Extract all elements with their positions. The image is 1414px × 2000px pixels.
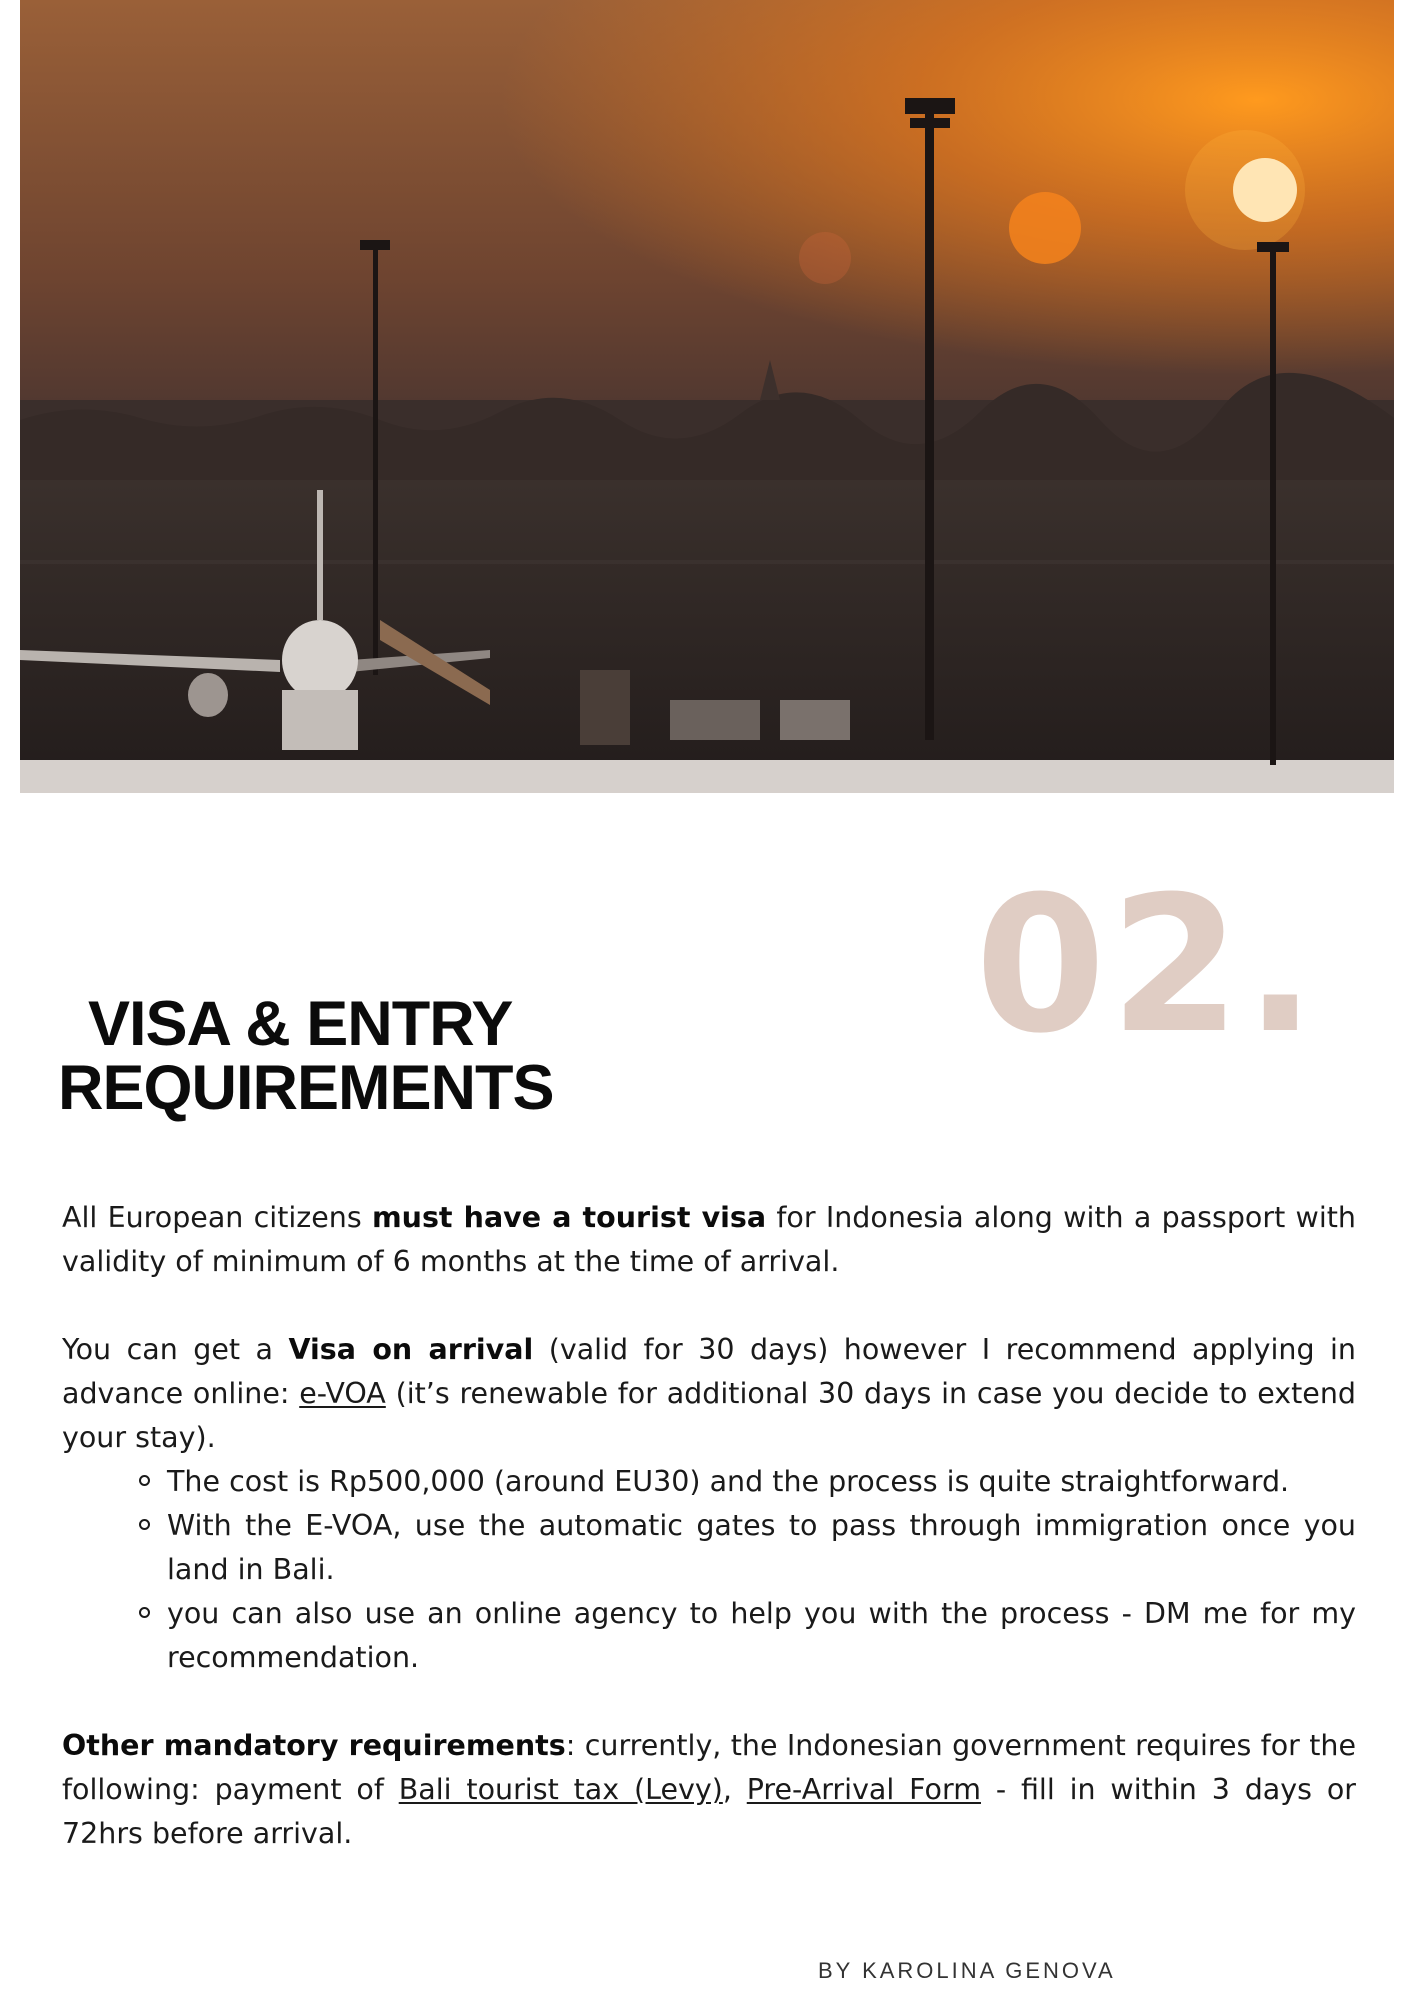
spacer bbox=[62, 1284, 1356, 1328]
bold-text: Other mandatory requirements bbox=[62, 1729, 566, 1762]
text-span: - fill in within 3 days or 72hrs before arrival. bbox=[62, 1773, 1356, 1850]
text-span: (valid for 30 days) however I recommend applying in advance online: bbox=[62, 1333, 1356, 1410]
hero-photo bbox=[20, 0, 1394, 793]
text-span: for Indonesia along with a passport with validity of minimum of 6 months at the time of arrival. bbox=[62, 1201, 1356, 1278]
pre-arrival-form-link[interactable]: Pre-Arrival Form bbox=[746, 1773, 981, 1806]
text-span: : currently, the Indonesian government requires for the following: payment of bbox=[62, 1729, 1356, 1806]
text-span: You can get a bbox=[62, 1333, 289, 1366]
list-item: The cost is Rp500,000 (around EU30) and the process is quite straightforward. bbox=[167, 1460, 1356, 1504]
paragraph-tourist-visa bbox=[62, 1196, 1356, 1284]
bold-text: must have a tourist visa bbox=[371, 1201, 767, 1234]
visa-bullet-list bbox=[62, 1460, 1356, 1680]
tourist-tax-link[interactable]: Bali tourist tax (Levy) bbox=[398, 1773, 723, 1806]
page-title-line-1: VISA & ENTRY bbox=[88, 989, 513, 1059]
page-title-line-2: REQUIREMENTS bbox=[58, 1053, 554, 1123]
section-number: 02. bbox=[975, 856, 1321, 1075]
evoa-link[interactable]: e-VOA bbox=[299, 1377, 386, 1410]
content bbox=[62, 1196, 1356, 1856]
text-span: All European citizens bbox=[62, 1201, 372, 1234]
text-span: , bbox=[722, 1773, 747, 1806]
bold-text: Visa on arrival bbox=[288, 1333, 534, 1366]
text-span: (it’s renewable for additional 30 days in case you decide to extend your stay). bbox=[62, 1377, 1356, 1454]
spacer bbox=[62, 1680, 1356, 1724]
list-item: you can also use an online agency to help you with the process - DM me for my recommendation. bbox=[167, 1592, 1356, 1680]
paragraph-other-requirements bbox=[62, 1724, 1356, 1856]
list-item: With the E-VOA, use the automatic gates to pass through immigration once you land in Bali. bbox=[167, 1504, 1356, 1592]
page-title bbox=[58, 989, 578, 1123]
paragraph-visa-on-arrival bbox=[62, 1328, 1356, 1460]
airport-sunset-illustration bbox=[20, 0, 1394, 793]
author-byline: BY KAROLINA GENOVA bbox=[818, 1958, 1116, 1983]
